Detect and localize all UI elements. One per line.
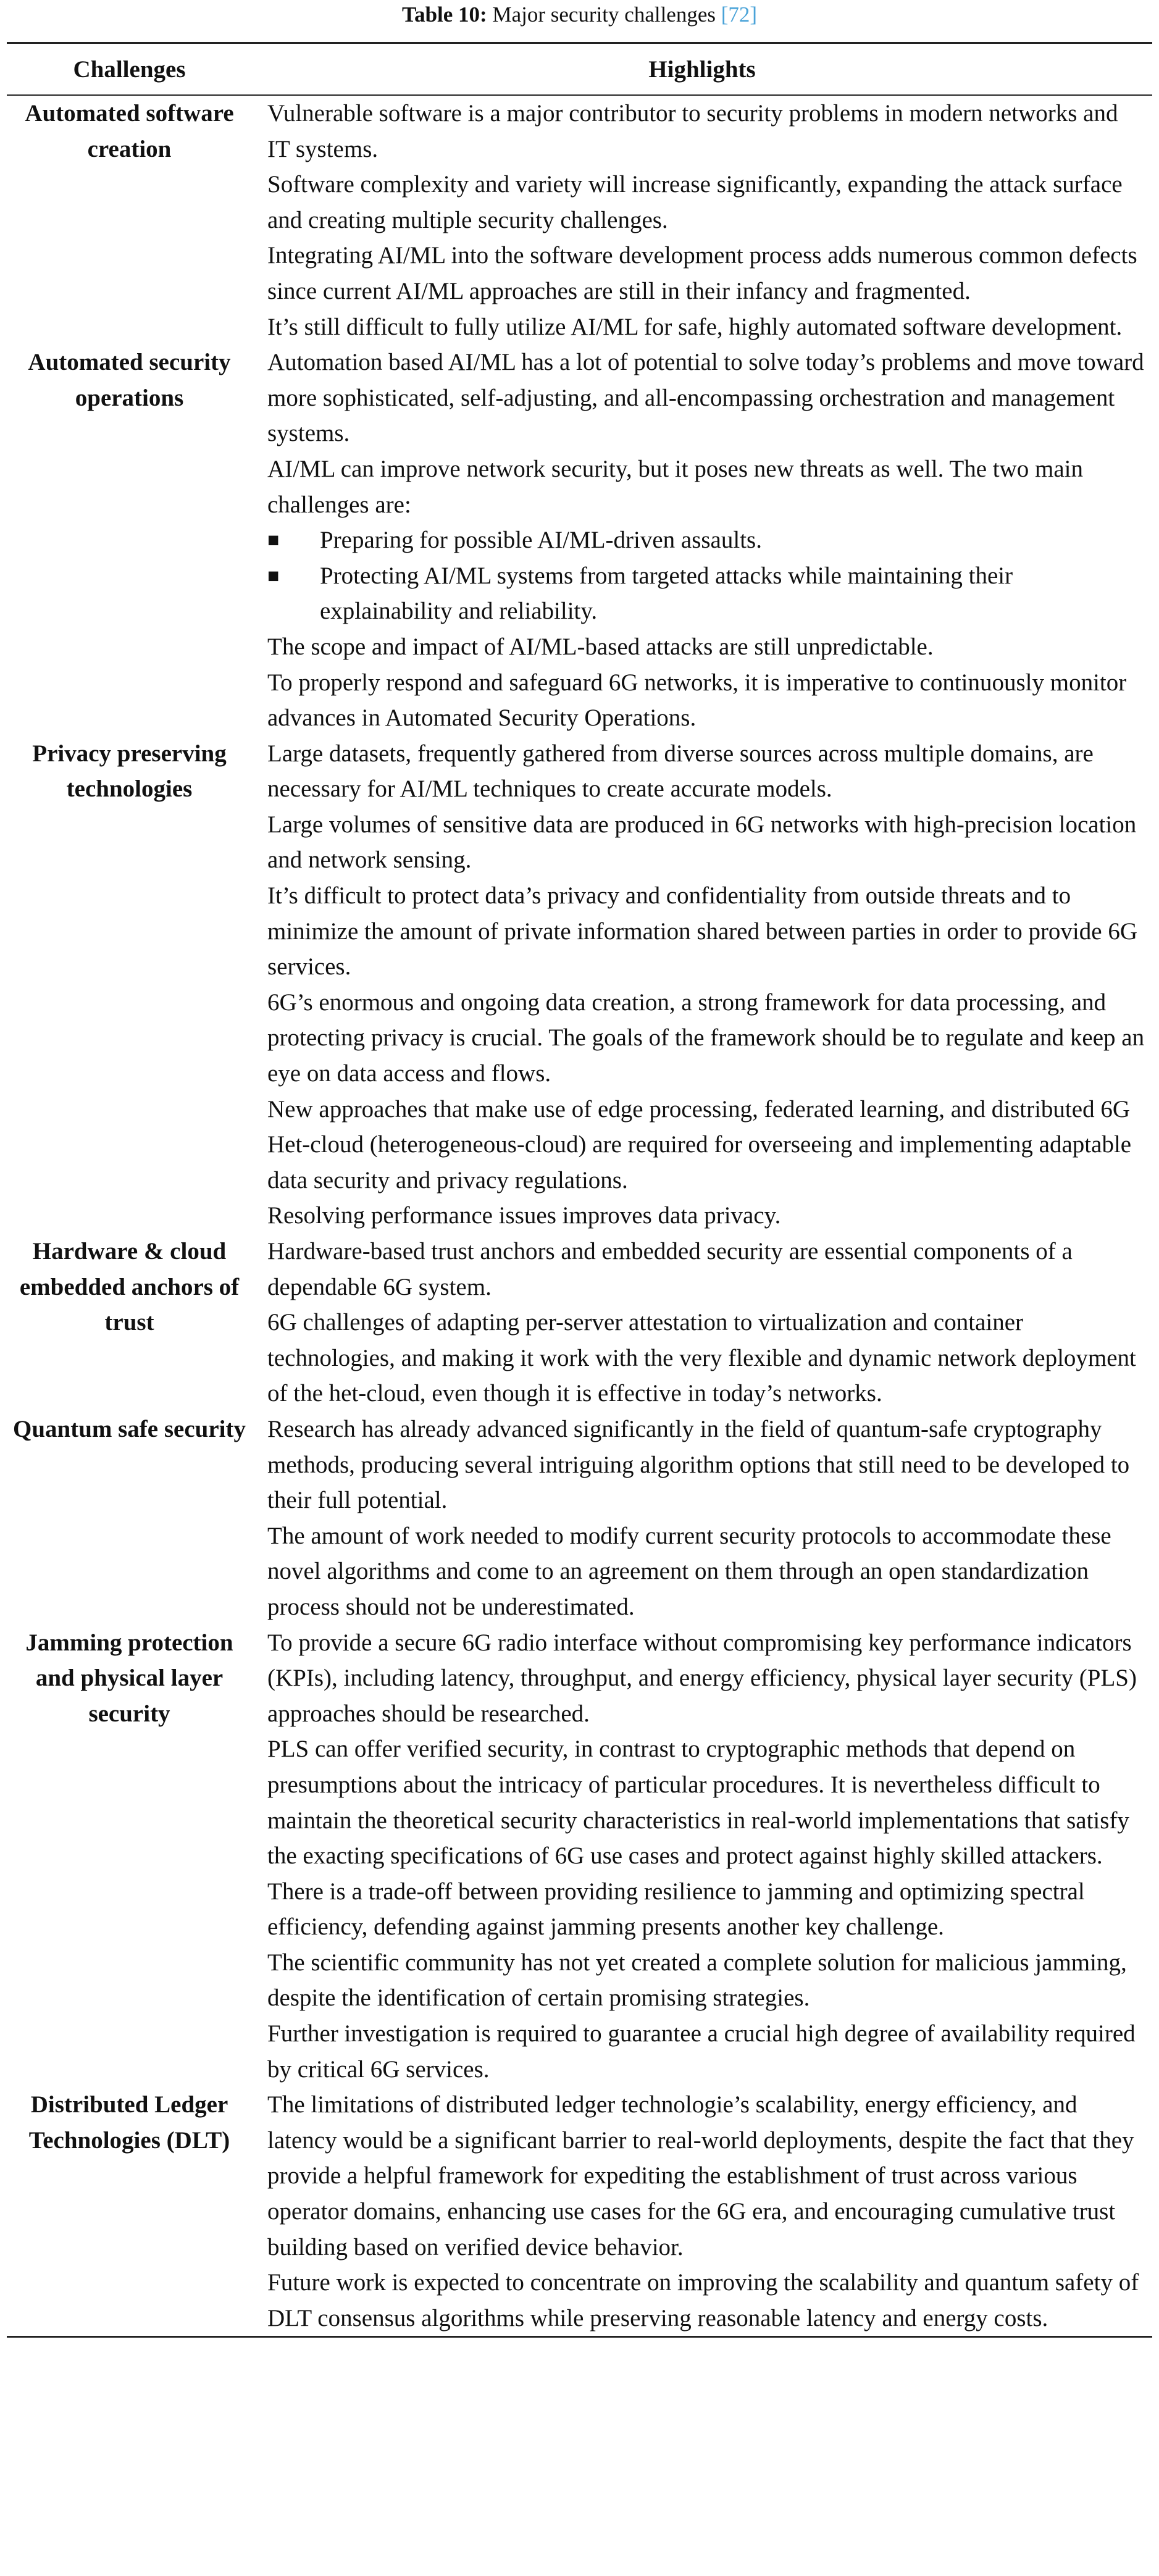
highlight-paragraph: Vulnerable software is a major contributor to security problems in modern networks and IT systems. — [267, 100, 1118, 162]
highlight-paragraph: It’s difficult to protect data’s privacy and confidentiality from outside threats and to minimize the amount of private information shared between parties in order to provide 6G services. — [267, 882, 1137, 981]
highlight-paragraph: Resolving performance issues improves data privacy. — [267, 1202, 781, 1229]
highlight-paragraph: AI/ML can improve network security, but it poses new threats as well. The two main challenges are: — [267, 455, 1083, 518]
table-row — [7, 1625, 1152, 2088]
table-caption-label: Table 10: — [401, 2, 487, 27]
highlight-paragraph: 6G challenges of adapting per-server attestation to virtualization and container technologies, and making it work with the very flexible and dynamic network deployment of the het-cloud, even though it is effective in today’s networks. — [267, 1309, 1136, 1407]
table-row — [7, 1411, 1152, 1625]
highlight-paragraph: The limitations of distributed ledger technologie’s scalability, energy efficiency, and latency would be a significant barrier to real-world deployments, despite the fact that they provide a helpful framework for expediting the establishment of trust across various operator domains, enhancing use cases for the 6G era, and encouraging cumulative trust building based on verified device behavior. — [267, 2091, 1134, 2260]
challenge-cell: Hardware & cloud embedded anchors of trust — [19, 1238, 240, 1336]
table-caption-reference-link[interactable]: [72] — [721, 2, 758, 27]
highlight-paragraph: It’s still difficult to fully utilize AI/ML for safe, highly automated software development. — [267, 313, 1123, 340]
security-challenges-table — [7, 42, 1152, 2338]
highlight-paragraph: The scope and impact of AI/ML-based attacks are still unpredictable. — [267, 633, 934, 660]
challenge-cell: Automated software creation — [25, 100, 234, 162]
highlight-paragraph: The amount of work needed to modify current security protocols to accommodate these novel algorithms and come to an agreement on them through an open standardization process should not be underestimated. — [267, 1522, 1111, 1620]
highlight-paragraph: New approaches that make use of edge processing, federated learning, and distributed 6G Het-cloud (heterogeneous-cloud) are required for overseeing and implementing adaptable data security and privacy regulations. — [267, 1095, 1132, 1194]
highlight-paragraph: Software complexity and variety will increase significantly, expanding the attack surface and creating multiple security challenges. — [267, 171, 1123, 233]
highlights-cell — [252, 2087, 1152, 2336]
highlight-paragraph: Integrating AI/ML into the software development process adds numerous common defects since current AI/ML approaches are still in their infancy and fragmented. — [267, 242, 1137, 304]
square-bullet-icon: ■ — [267, 564, 280, 587]
highlight-paragraph: Further investigation is required to guarantee a crucial high degree of availability required by critical 6G services. — [267, 2020, 1136, 2083]
highlight-paragraph: Research has already advanced significantly in the field of quantum-safe cryptography methods, producing several intriguing algorithm options that still need to be developed to their full potential. — [267, 1415, 1130, 1514]
highlights-cell — [252, 1234, 1152, 1411]
table-body — [7, 96, 1152, 2336]
header-highlights: Highlights — [648, 56, 756, 83]
table-caption-title: Major security challenges — [492, 2, 716, 27]
highlight-paragraph: Large volumes of sensitive data are produced in 6G networks with high-precision location and network sensing. — [267, 811, 1137, 874]
challenge-cell: Automated security operations — [28, 349, 231, 411]
highlight-paragraph: There is a trade-off between providing resilience to jamming and optimizing spectral efficiency, defending against jamming presents another key challenge. — [267, 1878, 1085, 1941]
highlights-cell — [252, 1411, 1152, 1625]
table-header-row — [7, 44, 1152, 96]
bullet-item — [267, 522, 1146, 558]
table-row — [7, 736, 1152, 1234]
highlight-paragraph: PLS can offer verified security, in contrast to cryptographic methods that depend on presumptions about the intricacy of particular procedures. It is nevertheless difficult to maintain the theoretical security characteristics in real-world implementations that satisfy the exacting specifications of 6G use cases and protect against highly skilled attackers. — [267, 1736, 1129, 1870]
header-challenges: Challenges — [73, 56, 186, 83]
highlight-paragraph: To provide a secure 6G radio interface without compromising key performance indicators (KPIs), including latency, throughput, and energy efficiency, physical layer security (PLS) approaches should be researched. — [267, 1629, 1137, 1727]
highlight-paragraph: Large datasets, frequently gathered from diverse sources across multiple domains, are necessary for AI/ML techniques to create accurate models. — [267, 740, 1094, 803]
bullet-item — [267, 558, 1146, 629]
table-caption — [0, 2, 1159, 27]
challenge-cell: Privacy preserving technologies — [32, 740, 227, 803]
table-row — [7, 96, 1152, 345]
table-row — [7, 345, 1152, 736]
highlights-cell — [252, 1625, 1152, 2088]
challenge-cell: Distributed Ledger Technologies (DLT) — [28, 2091, 230, 2154]
highlight-paragraph: The scientific community has not yet created a complete solution for malicious jamming, despite the identification of certain promising strategies. — [267, 1949, 1127, 2012]
square-bullet-icon: ■ — [267, 529, 280, 551]
table-row — [7, 2087, 1152, 2336]
table-row — [7, 1234, 1152, 1411]
highlights-cell — [252, 96, 1152, 345]
highlight-paragraph: Future work is expected to concentrate on improving the scalability and quantum safety of DLT consensus algorithms while preserving reasonable latency and energy costs. — [267, 2269, 1139, 2331]
highlight-paragraph: Hardware-based trust anchors and embedded security are essential components of a dependable 6G system. — [267, 1238, 1073, 1300]
highlight-paragraph: 6G’s enormous and ongoing data creation, a strong framework for data processing, and protecting privacy is crucial. The goals of the framework should be to regulate and keep an eye on data access and flows. — [267, 989, 1145, 1087]
challenge-cell: Jamming protection and physical layer security — [25, 1629, 233, 1727]
highlight-paragraph: To properly respond and safeguard 6G networks, it is imperative to continuously monitor advances in Automated Security Operations. — [267, 669, 1127, 732]
highlight-paragraph: Automation based AI/ML has a lot of potential to solve today’s problems and move toward more sophisticated, self-adjusting, and all-encompassing orchestration and management systems. — [267, 349, 1144, 447]
highlights-cell — [252, 736, 1152, 1234]
bullet-text: Protecting AI/ML systems from targeted attacks while maintaining their explainability and reliability. — [320, 562, 1013, 625]
bullet-text: Preparing for possible AI/ML-driven assaults. — [320, 527, 762, 554]
challenge-cell: Quantum safe security — [13, 1415, 246, 1442]
highlights-cell — [252, 345, 1152, 736]
